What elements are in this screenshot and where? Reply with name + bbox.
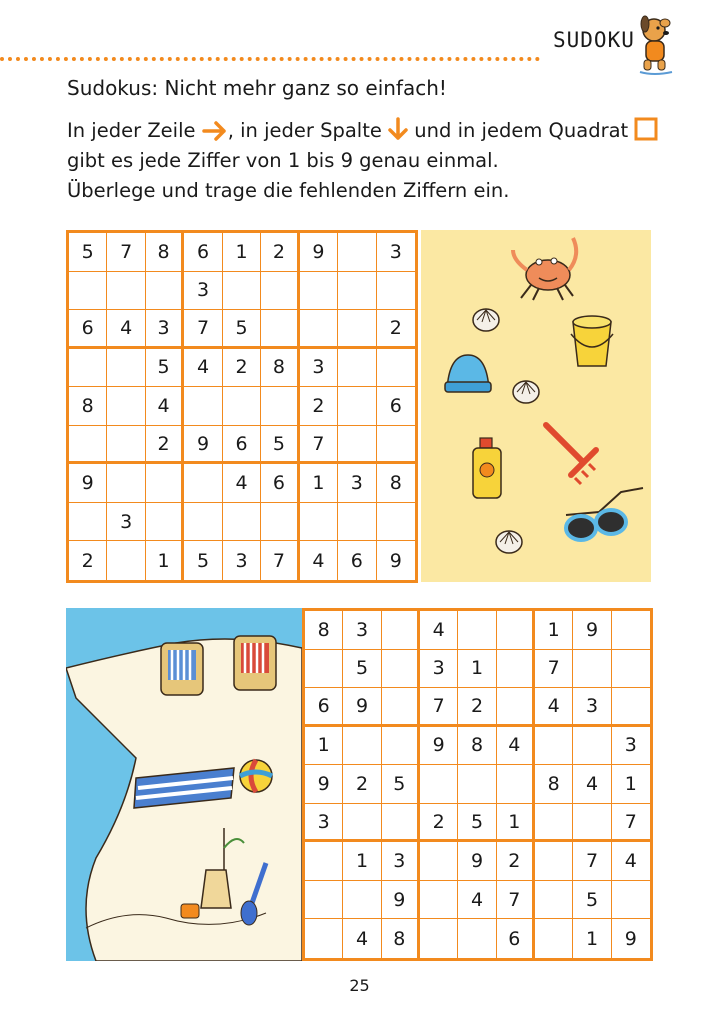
sudoku-cell[interactable]: [69, 503, 107, 542]
sudoku-cell: 2: [146, 426, 184, 465]
sudoku-cell: 3: [612, 727, 650, 766]
sudoku-cell[interactable]: [146, 503, 184, 542]
sudoku-cell[interactable]: [300, 503, 338, 542]
sudoku-cell: 4: [107, 310, 145, 349]
sudoku-grid-2: [302, 608, 653, 961]
sudoku-cell: 8: [261, 349, 299, 388]
sudoku-cell[interactable]: [458, 919, 496, 958]
sudoku-cell: 1: [612, 765, 650, 804]
bucket-icon: [571, 316, 613, 366]
sudoku-cell[interactable]: [107, 349, 145, 388]
sudoku-cell: 3: [305, 804, 343, 843]
sudoku-cell[interactable]: [497, 650, 535, 689]
sudoku-cell: 5: [223, 310, 261, 349]
sudoku-cell: 5: [458, 804, 496, 843]
sudoku-cell: 1: [305, 727, 343, 766]
sudoku-cell: 9: [573, 611, 611, 650]
sudoku-cell: 4: [223, 464, 261, 503]
sudoku-cell: 2: [458, 688, 496, 727]
sudoku-cell: 6: [305, 688, 343, 727]
sudoku-cell[interactable]: [184, 387, 222, 426]
sudoku-cell[interactable]: [535, 919, 573, 958]
sudoku-cell: 7: [535, 650, 573, 689]
beach-chair-icon: [234, 636, 276, 690]
sudoku-cell: 4: [420, 611, 458, 650]
sudoku-cell: 6: [184, 233, 222, 272]
sudoku-cell[interactable]: [573, 727, 611, 766]
sudoku-cell[interactable]: [305, 919, 343, 958]
sudoku-cell[interactable]: [261, 387, 299, 426]
sudoku-cell[interactable]: [612, 881, 650, 920]
sudoku-cell: 8: [146, 233, 184, 272]
sudoku-cell: 1: [146, 541, 184, 580]
sudoku-cell: 4: [612, 842, 650, 881]
sudoku-cell[interactable]: [338, 233, 376, 272]
sudoku-cell[interactable]: [305, 881, 343, 920]
sudoku-cell: 7: [420, 688, 458, 727]
rake-icon: [546, 425, 596, 484]
sudoku-cell: 3: [573, 688, 611, 727]
sudoku-cell[interactable]: [612, 688, 650, 727]
sudoku-cell: 8: [382, 919, 420, 958]
sudoku-cell: 6: [223, 426, 261, 465]
sudoku-cell: 7: [497, 881, 535, 920]
sudoku-cell: 4: [343, 919, 381, 958]
sunscreen-bottle-icon: [473, 438, 501, 498]
sudoku-cell[interactable]: [420, 919, 458, 958]
sudoku-cell[interactable]: [535, 727, 573, 766]
sudoku-cell: 8: [377, 464, 415, 503]
sudoku-cell: 9: [420, 727, 458, 766]
sudoku-cell: 1: [535, 611, 573, 650]
sudoku-cell[interactable]: [612, 650, 650, 689]
sudoku-cell[interactable]: [69, 426, 107, 465]
sudoku-cell: 2: [343, 765, 381, 804]
sudoku-cell: 2: [377, 310, 415, 349]
sudoku-cell[interactable]: [612, 611, 650, 650]
shell-icon: [473, 309, 499, 331]
sudoku-cell: 9: [300, 233, 338, 272]
sudoku-cell: 8: [535, 765, 573, 804]
sunglasses-icon: [566, 488, 643, 540]
crab-icon: [513, 238, 576, 300]
sudoku-cell: 3: [377, 233, 415, 272]
hat-icon: [445, 355, 491, 392]
sudoku-cell[interactable]: [184, 503, 222, 542]
sudoku-cell[interactable]: [420, 842, 458, 881]
beach-ball-icon: [240, 760, 272, 792]
sudoku-cell: 3: [146, 310, 184, 349]
sudoku-cell: 3: [343, 611, 381, 650]
sudoku-cell: 2: [69, 541, 107, 580]
sudoku-cell[interactable]: [107, 541, 145, 580]
sudoku-cell: 3: [107, 503, 145, 542]
sudoku-cell[interactable]: [107, 272, 145, 311]
arrow-right-icon: [202, 121, 228, 141]
sudoku-cell: 5: [261, 426, 299, 465]
sudoku-cell[interactable]: [497, 611, 535, 650]
sudoku-cell[interactable]: [223, 387, 261, 426]
instruction-line-3: Überlege und trage die fehlenden Ziffern ein.: [67, 179, 510, 202]
sudoku-cell: 2: [261, 233, 299, 272]
sudoku-cell[interactable]: [535, 804, 573, 843]
sudoku-cell[interactable]: [146, 272, 184, 311]
sudoku-cell: 6: [261, 464, 299, 503]
sudoku-cell[interactable]: [343, 804, 381, 843]
sudoku-cell[interactable]: [377, 272, 415, 311]
sudoku-cell: 5: [69, 233, 107, 272]
island-illustration: [66, 608, 302, 961]
sudoku-cell[interactable]: [69, 272, 107, 311]
sudoku-cell: 7: [261, 541, 299, 580]
sudoku-cell: 1: [573, 919, 611, 958]
sudoku-cell[interactable]: [338, 503, 376, 542]
sudoku-cell: 6: [69, 310, 107, 349]
sudoku-cell: 4: [573, 765, 611, 804]
page-subtitle: Sudokus: Nicht mehr ganz so einfach!: [67, 76, 447, 100]
sudoku-cell[interactable]: [382, 727, 420, 766]
sudoku-cell[interactable]: [300, 310, 338, 349]
shell-icon: [496, 531, 522, 553]
beach-illustration: [421, 230, 651, 582]
sudoku-cell: 9: [389, 549, 402, 572]
sudoku-cell: 7: [107, 233, 145, 272]
sudoku-cell[interactable]: [184, 464, 222, 503]
page-number: 25: [349, 976, 370, 995]
sudoku-cell: 1: [458, 650, 496, 689]
sudoku-cell: 1: [223, 233, 261, 272]
sudoku-cell[interactable]: [573, 804, 611, 843]
sudoku-cell: 6: [497, 919, 535, 958]
sudoku-cell: 1: [300, 464, 338, 503]
sudoku-cell[interactable]: [261, 272, 299, 311]
sudoku-cell: 1: [497, 804, 535, 843]
sudoku-cell: 5: [343, 650, 381, 689]
sudoku-cell: 2: [420, 804, 458, 843]
sudoku-cell: 9: [343, 688, 381, 727]
sudoku-cell[interactable]: [223, 272, 261, 311]
square-icon: [634, 117, 658, 141]
sudoku-cell: 9: [382, 881, 420, 920]
sudoku-cell[interactable]: [420, 765, 458, 804]
sudoku-cell[interactable]: [261, 310, 299, 349]
beach-chair-icon: [161, 643, 203, 695]
sudoku-cell: 9: [305, 765, 343, 804]
sudoku-cell: 5: [146, 349, 184, 388]
sudoku-cell[interactable]: [382, 688, 420, 727]
sudoku-cell[interactable]: [377, 426, 415, 465]
sudoku-cell: 3: [184, 272, 222, 311]
arrow-down-icon: [388, 117, 408, 141]
shell-icon: [513, 381, 539, 403]
sudoku-cell: 9: [69, 464, 107, 503]
sudoku-cell[interactable]: [338, 272, 376, 311]
sudoku-cell[interactable]: [300, 272, 338, 311]
sudoku-cell[interactable]: [343, 727, 381, 766]
sudoku-cell: 3: [223, 541, 261, 580]
sudoku-cell: 8: [458, 727, 496, 766]
sudoku-cell[interactable]: [377, 503, 415, 542]
sudoku-cell: 8: [305, 611, 343, 650]
sudoku-cell[interactable]: [338, 349, 376, 388]
sudoku-cell[interactable]: [343, 881, 381, 920]
sudoku-cell: 9: [458, 842, 496, 881]
sudoku-grid-1: [66, 230, 418, 583]
sudoku-cell[interactable]: [382, 804, 420, 843]
sudoku-cell: 3: [420, 650, 458, 689]
dog-mascot-icon: [632, 14, 680, 76]
sudoku-cell: 3: [338, 464, 376, 503]
header-title: SUDOKU: [553, 28, 635, 52]
header-dotted-line: [0, 57, 540, 61]
sudoku-cell[interactable]: [338, 310, 376, 349]
sudoku-cell[interactable]: [261, 503, 299, 542]
sudoku-cell: 1: [343, 842, 381, 881]
sudoku-cell: 2: [300, 387, 338, 426]
sudoku-cell: 4: [146, 387, 184, 426]
sudoku-cell[interactable]: [458, 611, 496, 650]
sudoku-cell: 3: [300, 349, 338, 388]
instruction-text: In jeder Zeile: [67, 119, 196, 142]
sudoku-cell: 7: [184, 310, 222, 349]
sudoku-cell[interactable]: [107, 464, 145, 503]
sudoku-cell[interactable]: [223, 503, 261, 542]
sudoku-cell[interactable]: [305, 650, 343, 689]
sudoku-cell: 2: [223, 349, 261, 388]
instructions: [67, 116, 667, 206]
instruction-line-2: gibt es jede Ziffer von 1 bis 9 genau einmal.: [67, 149, 499, 172]
sudoku-cell: 7: [573, 842, 611, 881]
sudoku-cell: 4: [535, 688, 573, 727]
sudoku-cell[interactable]: [382, 650, 420, 689]
sudoku-cell[interactable]: [69, 349, 107, 388]
sudoku-cell: 8: [69, 387, 107, 426]
sudoku-cell: 5: [184, 541, 222, 580]
sudoku-cell[interactable]: [305, 842, 343, 881]
sudoku-cell[interactable]: [338, 426, 376, 465]
sudoku-cell: 7: [300, 426, 338, 465]
sudoku-cell: 5: [573, 881, 611, 920]
sudoku-cell[interactable]: [377, 349, 415, 388]
sudoku-cell[interactable]: [497, 688, 535, 727]
sudoku-cell[interactable]: [338, 387, 376, 426]
sudoku-cell[interactable]: [497, 765, 535, 804]
sudoku-cell: 9: [184, 426, 222, 465]
sudoku-cell: 6: [338, 541, 376, 580]
sudoku-cell: 9: [624, 927, 637, 950]
instruction-text: , in jeder Spalte: [227, 119, 382, 142]
sudoku-cell: 4: [458, 881, 496, 920]
sudoku-cell: 6: [377, 387, 415, 426]
instruction-text: und in jedem Quadrat: [414, 119, 629, 142]
sudoku-cell: 2: [497, 842, 535, 881]
sudoku-cell[interactable]: [535, 881, 573, 920]
sudoku-cell: 5: [382, 765, 420, 804]
sudoku-cell: 4: [300, 541, 338, 580]
sudoku-cell[interactable]: [458, 765, 496, 804]
sudoku-cell[interactable]: [107, 426, 145, 465]
sudoku-cell[interactable]: [420, 881, 458, 920]
sudoku-cell[interactable]: [382, 611, 420, 650]
sudoku-cell: 4: [184, 349, 222, 388]
sudoku-cell[interactable]: [573, 650, 611, 689]
sudoku-cell: 3: [382, 842, 420, 881]
sudoku-cell[interactable]: [535, 842, 573, 881]
sudoku-cell[interactable]: [146, 464, 184, 503]
sudoku-cell: 4: [497, 727, 535, 766]
sudoku-cell: 7: [612, 804, 650, 843]
sudoku-cell[interactable]: [107, 387, 145, 426]
